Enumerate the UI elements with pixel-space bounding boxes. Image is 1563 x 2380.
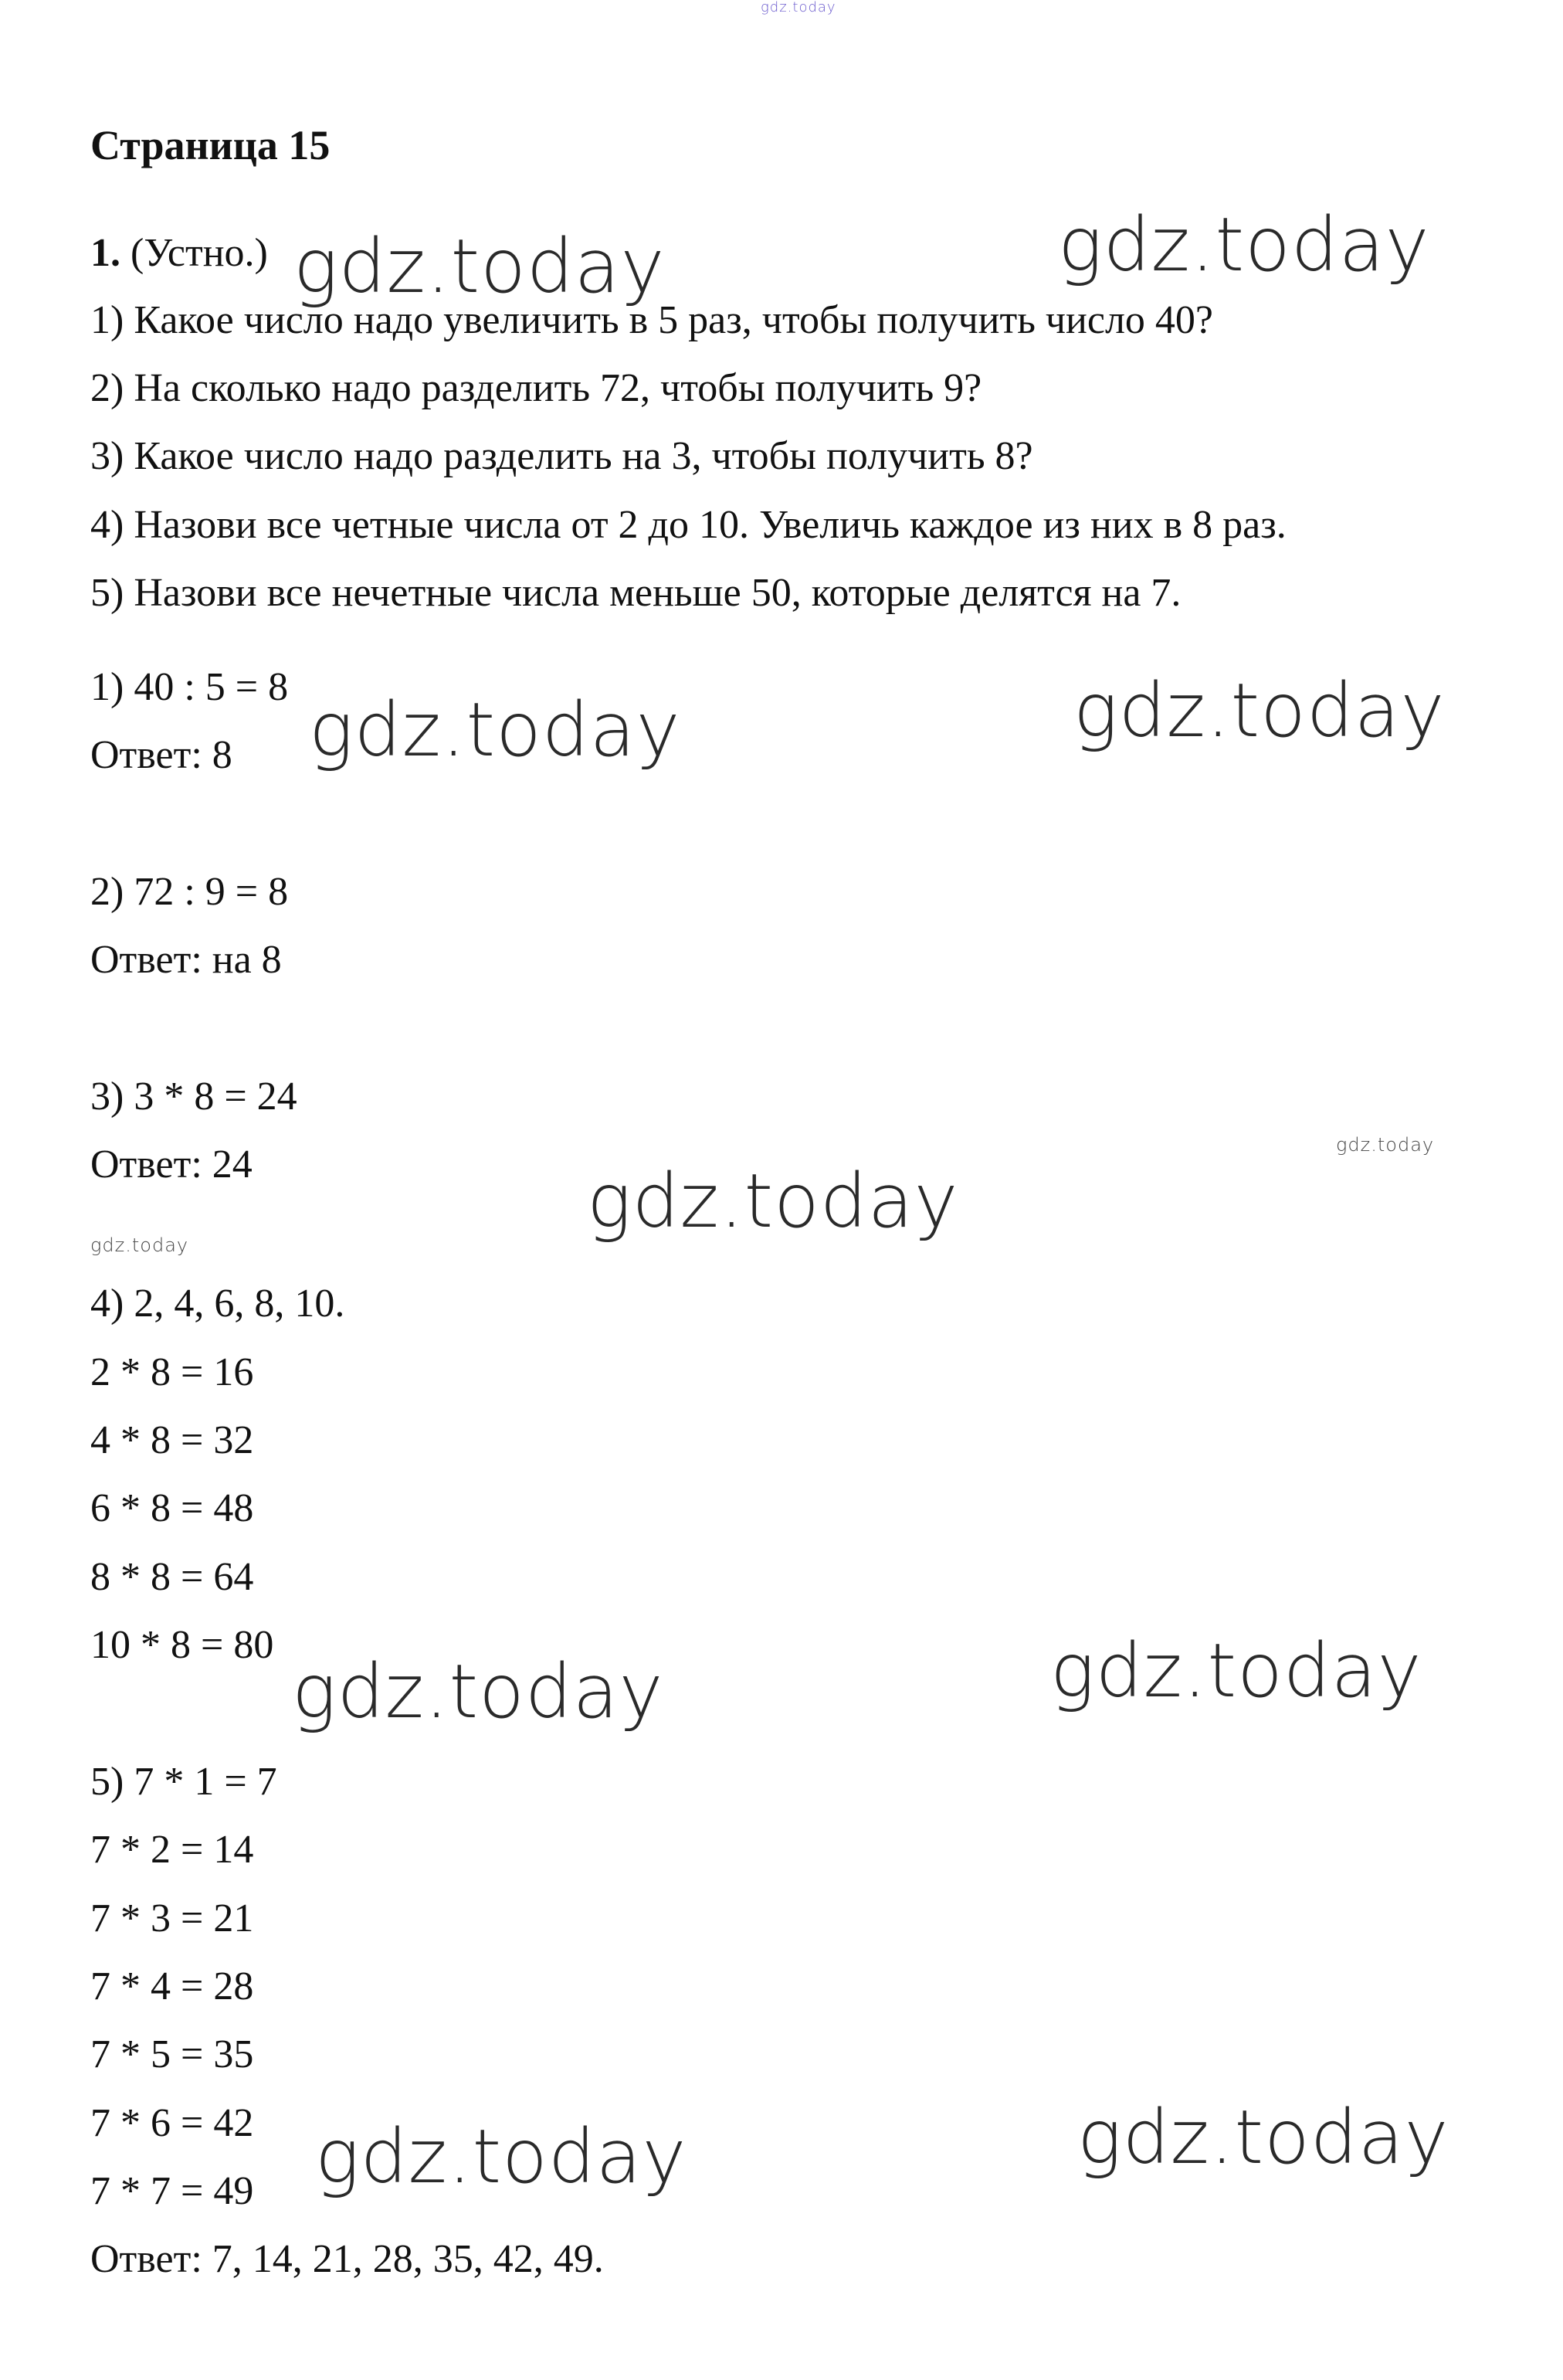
task-header	[90, 230, 268, 277]
answer-1-result: Ответ: 8	[90, 733, 232, 777]
answer-4-step-4: 8 * 8 = 64	[90, 1555, 254, 1599]
watermark: gdz.today	[309, 687, 681, 773]
answer-3-calc: 3) 3 * 8 = 24	[90, 1075, 297, 1119]
answer-5-step-5: 7 * 5 = 35	[90, 2032, 254, 2076]
answer-2-result: Ответ: на 8	[90, 938, 282, 982]
watermark-small: gdz.today	[90, 1234, 189, 1256]
question-2: 2) На сколько надо разделить 72, чтобы получить 9?	[90, 366, 982, 410]
question-3: 3) Какое число надо разделить на 3, чтобы получить 8?	[90, 434, 1033, 478]
answer-4-step-1: 2 * 8 = 16	[90, 1350, 254, 1394]
answer-2-calc: 2) 72 : 9 = 8	[90, 870, 289, 914]
question-5: 5) Назови все нечетные числа меньше 50, которые делятся на 7.	[90, 571, 1182, 615]
task-note: (Устно.)	[131, 231, 268, 275]
answer-5-step-6: 7 * 6 = 42	[90, 2101, 254, 2145]
answer-4-step-5: 10 * 8 = 80	[90, 1623, 274, 1667]
watermark: gdz.today	[1077, 2094, 1449, 2181]
answer-5-step-4: 7 * 4 = 28	[90, 1964, 254, 2008]
watermark: gdz.today	[1058, 202, 1430, 288]
answer-1-calc: 1) 40 : 5 = 8	[90, 665, 289, 709]
answer-4-step-2: 4 * 8 = 32	[90, 1418, 254, 1462]
answer-5-step-7: 7 * 7 = 49	[90, 2169, 254, 2213]
answer-5-result: Ответ: 7, 14, 21, 28, 35, 42, 49.	[90, 2237, 604, 2281]
watermark: gdz.today	[587, 1158, 959, 1244]
watermark: gdz.today	[1073, 667, 1446, 754]
task-number: 1.	[90, 231, 120, 275]
answer-3-result: Ответ: 24	[90, 1142, 253, 1187]
watermark: gdz.today	[1050, 1628, 1422, 1714]
watermark-small: gdz.today	[1336, 1134, 1435, 1156]
answer-5-step-3: 7 * 3 = 21	[90, 1896, 254, 1940]
question-4: 4) Назови все четные числа от 2 до 10. Увеличь каждое из них в 8 раз.	[90, 503, 1287, 547]
watermark: gdz.today	[292, 1648, 664, 1735]
answer-5-step-2: 7 * 2 = 14	[90, 1828, 254, 1872]
watermark: gdz.today	[315, 2113, 687, 2200]
watermark-top: gdz.today	[761, 0, 836, 15]
answer-4-list: 4) 2, 4, 6, 8, 10.	[90, 1282, 345, 1326]
answer-4-step-3: 6 * 8 = 48	[90, 1486, 254, 1530]
page-title: Страница 15	[90, 122, 331, 168]
question-1: 1) Какое число надо увеличить в 5 раз, чтобы получить число 40?	[90, 298, 1213, 342]
watermark: gdz.today	[293, 223, 666, 310]
answer-5-step-1: 5) 7 * 1 = 7	[90, 1760, 277, 1804]
